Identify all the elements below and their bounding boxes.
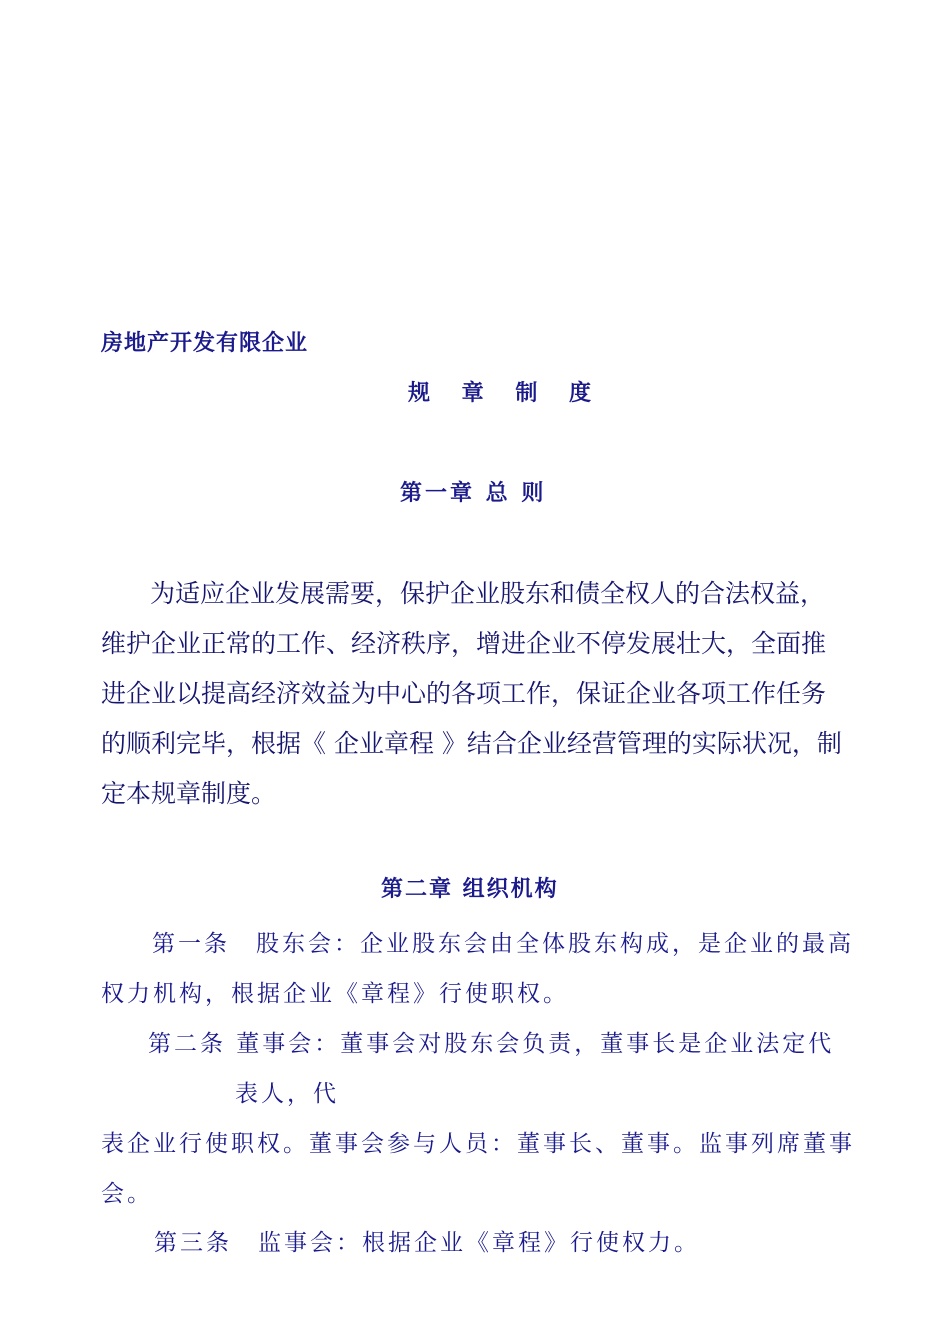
- article2-line: 第二条 董事会：董事会对股东会负责，董事长是企业法定代: [148, 1031, 835, 1057]
- chapter1-paragraph-line: 进企业以提高经济效益为中心的各项工作，保证企业各项工作任务: [101, 679, 827, 708]
- article3-line: 第三条 监事会：根据企业《章程》行使权力。: [154, 1230, 700, 1256]
- chapter1-title: 第一章 总 则: [400, 480, 547, 506]
- chapter1-paragraph-line: 为适应企业发展需要，保护企业股东和债全权人的合法权益，: [150, 579, 826, 608]
- article1-line: 第一条 股东会：企业股东会由全体股东构成，是企业的最高: [152, 931, 854, 957]
- chapter2-title: 第二章 组织机构: [381, 876, 559, 902]
- chapter1-paragraph-line: 的顺利完毕，根据《 企业章程 》结合企业经营管理的实际状况，制: [101, 729, 842, 758]
- article1-line: 权力机构，根据企业《章程》行使职权。: [101, 981, 569, 1007]
- chapter1-paragraph-line: 定本规章制度。: [101, 779, 277, 808]
- article2-line: 表人，代: [235, 1081, 339, 1107]
- document-title: 规 章 制 度: [408, 380, 603, 406]
- company-name: 房地产开发有限企业: [101, 330, 309, 356]
- article2-line: 会。: [101, 1181, 153, 1207]
- chapter1-paragraph-line: 维护企业正常的工作、经济秩序，增进企业不停发展壮大，全面推: [101, 629, 827, 658]
- article2-line: 表企业行使职权。董事会参与人员：董事长、董事。监事列席董事: [101, 1131, 855, 1157]
